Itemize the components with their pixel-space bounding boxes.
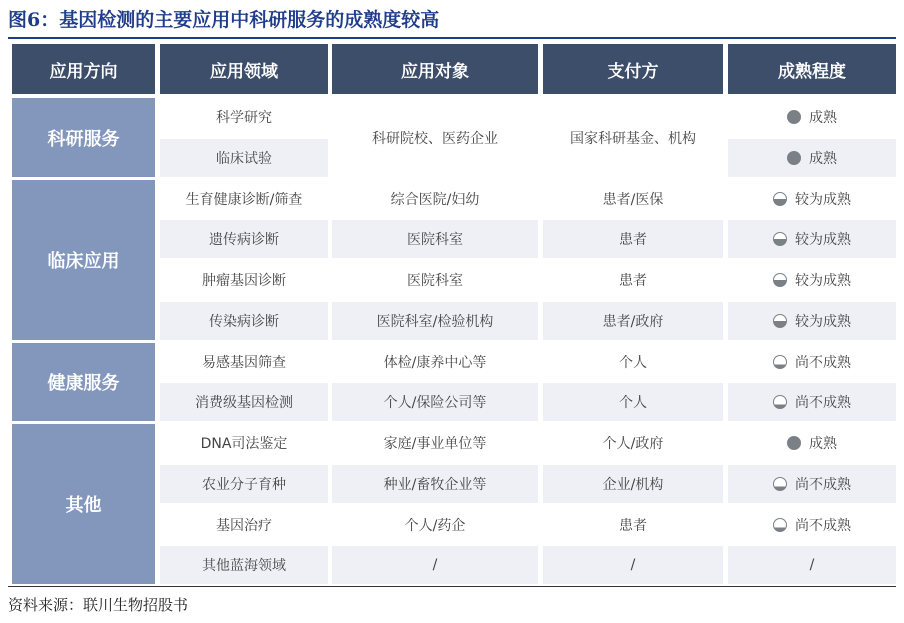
- maturity-cell: [728, 465, 896, 503]
- quarter-circle-icon: [773, 355, 787, 369]
- header-direction: 应用方向: [12, 44, 155, 94]
- payer-cell: 国家科研基金、机构: [570, 130, 696, 147]
- maturity-label: 成熟: [809, 151, 837, 167]
- maturity-label: 成熟: [809, 110, 837, 126]
- payer-cell: /: [543, 546, 723, 584]
- source-note: 资料来源：联川生物招股书: [8, 596, 189, 614]
- field-cell: 消费级基因检测: [160, 383, 328, 421]
- payer-cell: 个人: [619, 355, 647, 371]
- quarter-circle-icon: [773, 395, 787, 409]
- field-cell: 科学研究: [216, 110, 272, 126]
- payer-cell: 患者: [543, 220, 723, 258]
- object-cell: 个人/药企: [404, 518, 466, 534]
- group-cell: 健康服务: [12, 343, 155, 421]
- bottom-rule: [8, 586, 896, 587]
- maturity-cell: [728, 139, 896, 177]
- title-rule: [8, 37, 896, 39]
- maturity-cell: [728, 424, 896, 462]
- object-cell: 医院科室: [332, 220, 538, 258]
- group-cell: 科研服务: [12, 98, 155, 177]
- field-cell: 其他蓝海领域: [160, 546, 328, 584]
- maturity-label: 较为成熟: [795, 192, 851, 208]
- field-cell: 遗传病诊断: [160, 220, 328, 258]
- group-cell: 其他: [12, 424, 155, 584]
- field-cell: 传染病诊断: [160, 302, 328, 340]
- field-cell: DNA司法鉴定: [200, 436, 288, 452]
- object-cell: 综合医院/妇幼: [390, 192, 480, 208]
- maturity-cell: [728, 506, 896, 544]
- maturity-cell: [728, 302, 896, 340]
- maturity-label: 尚不成熟: [795, 395, 851, 411]
- maturity-cell: [728, 220, 896, 258]
- header-maturity: 成熟程度: [728, 44, 896, 94]
- payer-cell: 患者: [619, 518, 647, 534]
- object-cell: 科研院校、医药企业: [372, 130, 498, 147]
- maturity-label: /: [809, 557, 815, 573]
- maturity-label: 尚不成熟: [795, 477, 851, 493]
- full-circle-icon: [787, 151, 801, 165]
- header-field: 应用领域: [160, 44, 328, 94]
- object-cell: /: [332, 546, 538, 584]
- maturity-cell: [728, 546, 896, 584]
- header-object: 应用对象: [332, 44, 538, 94]
- payer-cell: 患者: [619, 273, 647, 289]
- full-circle-icon: [787, 110, 801, 124]
- field-cell: 肿瘤基因诊断: [202, 273, 286, 289]
- maturity-cell: [728, 98, 896, 136]
- object-cell: 家庭/事业单位等: [383, 436, 487, 452]
- half-circle-icon: [773, 192, 787, 206]
- full-circle-icon: [787, 436, 801, 450]
- quarter-circle-icon: [773, 518, 787, 532]
- field-cell: 基因治疗: [216, 518, 272, 534]
- half-circle-icon: [773, 232, 787, 246]
- payer-cell: 个人/政府: [602, 436, 664, 452]
- header-payer: 支付方: [543, 44, 723, 94]
- maturity-label: 较为成熟: [795, 232, 851, 248]
- maturity-label: 较为成熟: [795, 273, 851, 289]
- half-circle-icon: [773, 273, 787, 287]
- maturity-cell: [728, 180, 896, 218]
- maturity-label: 尚不成熟: [795, 518, 851, 534]
- maturity-cell: [728, 343, 896, 381]
- object-cell: 医院科室: [407, 273, 463, 289]
- payer-cell: 企业/机构: [543, 465, 723, 503]
- maturity-cell: [728, 261, 896, 299]
- field-cell: 临床试验: [160, 139, 328, 177]
- object-cell: 个人/保险公司等: [332, 383, 538, 421]
- maturity-label: 成熟: [809, 436, 837, 452]
- payer-cell: 患者/医保: [602, 192, 664, 208]
- field-cell: 农业分子育种: [160, 465, 328, 503]
- object-cell: 种业/畜牧企业等: [332, 465, 538, 503]
- group-cell: 临床应用: [12, 180, 155, 340]
- maturity-label: 尚不成熟: [795, 355, 851, 371]
- payer-cell: 个人: [543, 383, 723, 421]
- object-cell: 体检/康养中心等: [383, 355, 487, 371]
- half-circle-icon: [773, 314, 787, 328]
- maturity-label: 较为成熟: [795, 314, 851, 330]
- object-cell: 医院科室/检验机构: [332, 302, 538, 340]
- payer-cell: 患者/政府: [543, 302, 723, 340]
- field-cell: 生育健康诊断/筛查: [185, 192, 303, 208]
- figure-title: 图6：基因检测的主要应用中科研服务的成熟度较高: [8, 9, 440, 31]
- field-cell: 易感基因筛查: [202, 355, 286, 371]
- maturity-cell: [728, 383, 896, 421]
- quarter-circle-icon: [773, 477, 787, 491]
